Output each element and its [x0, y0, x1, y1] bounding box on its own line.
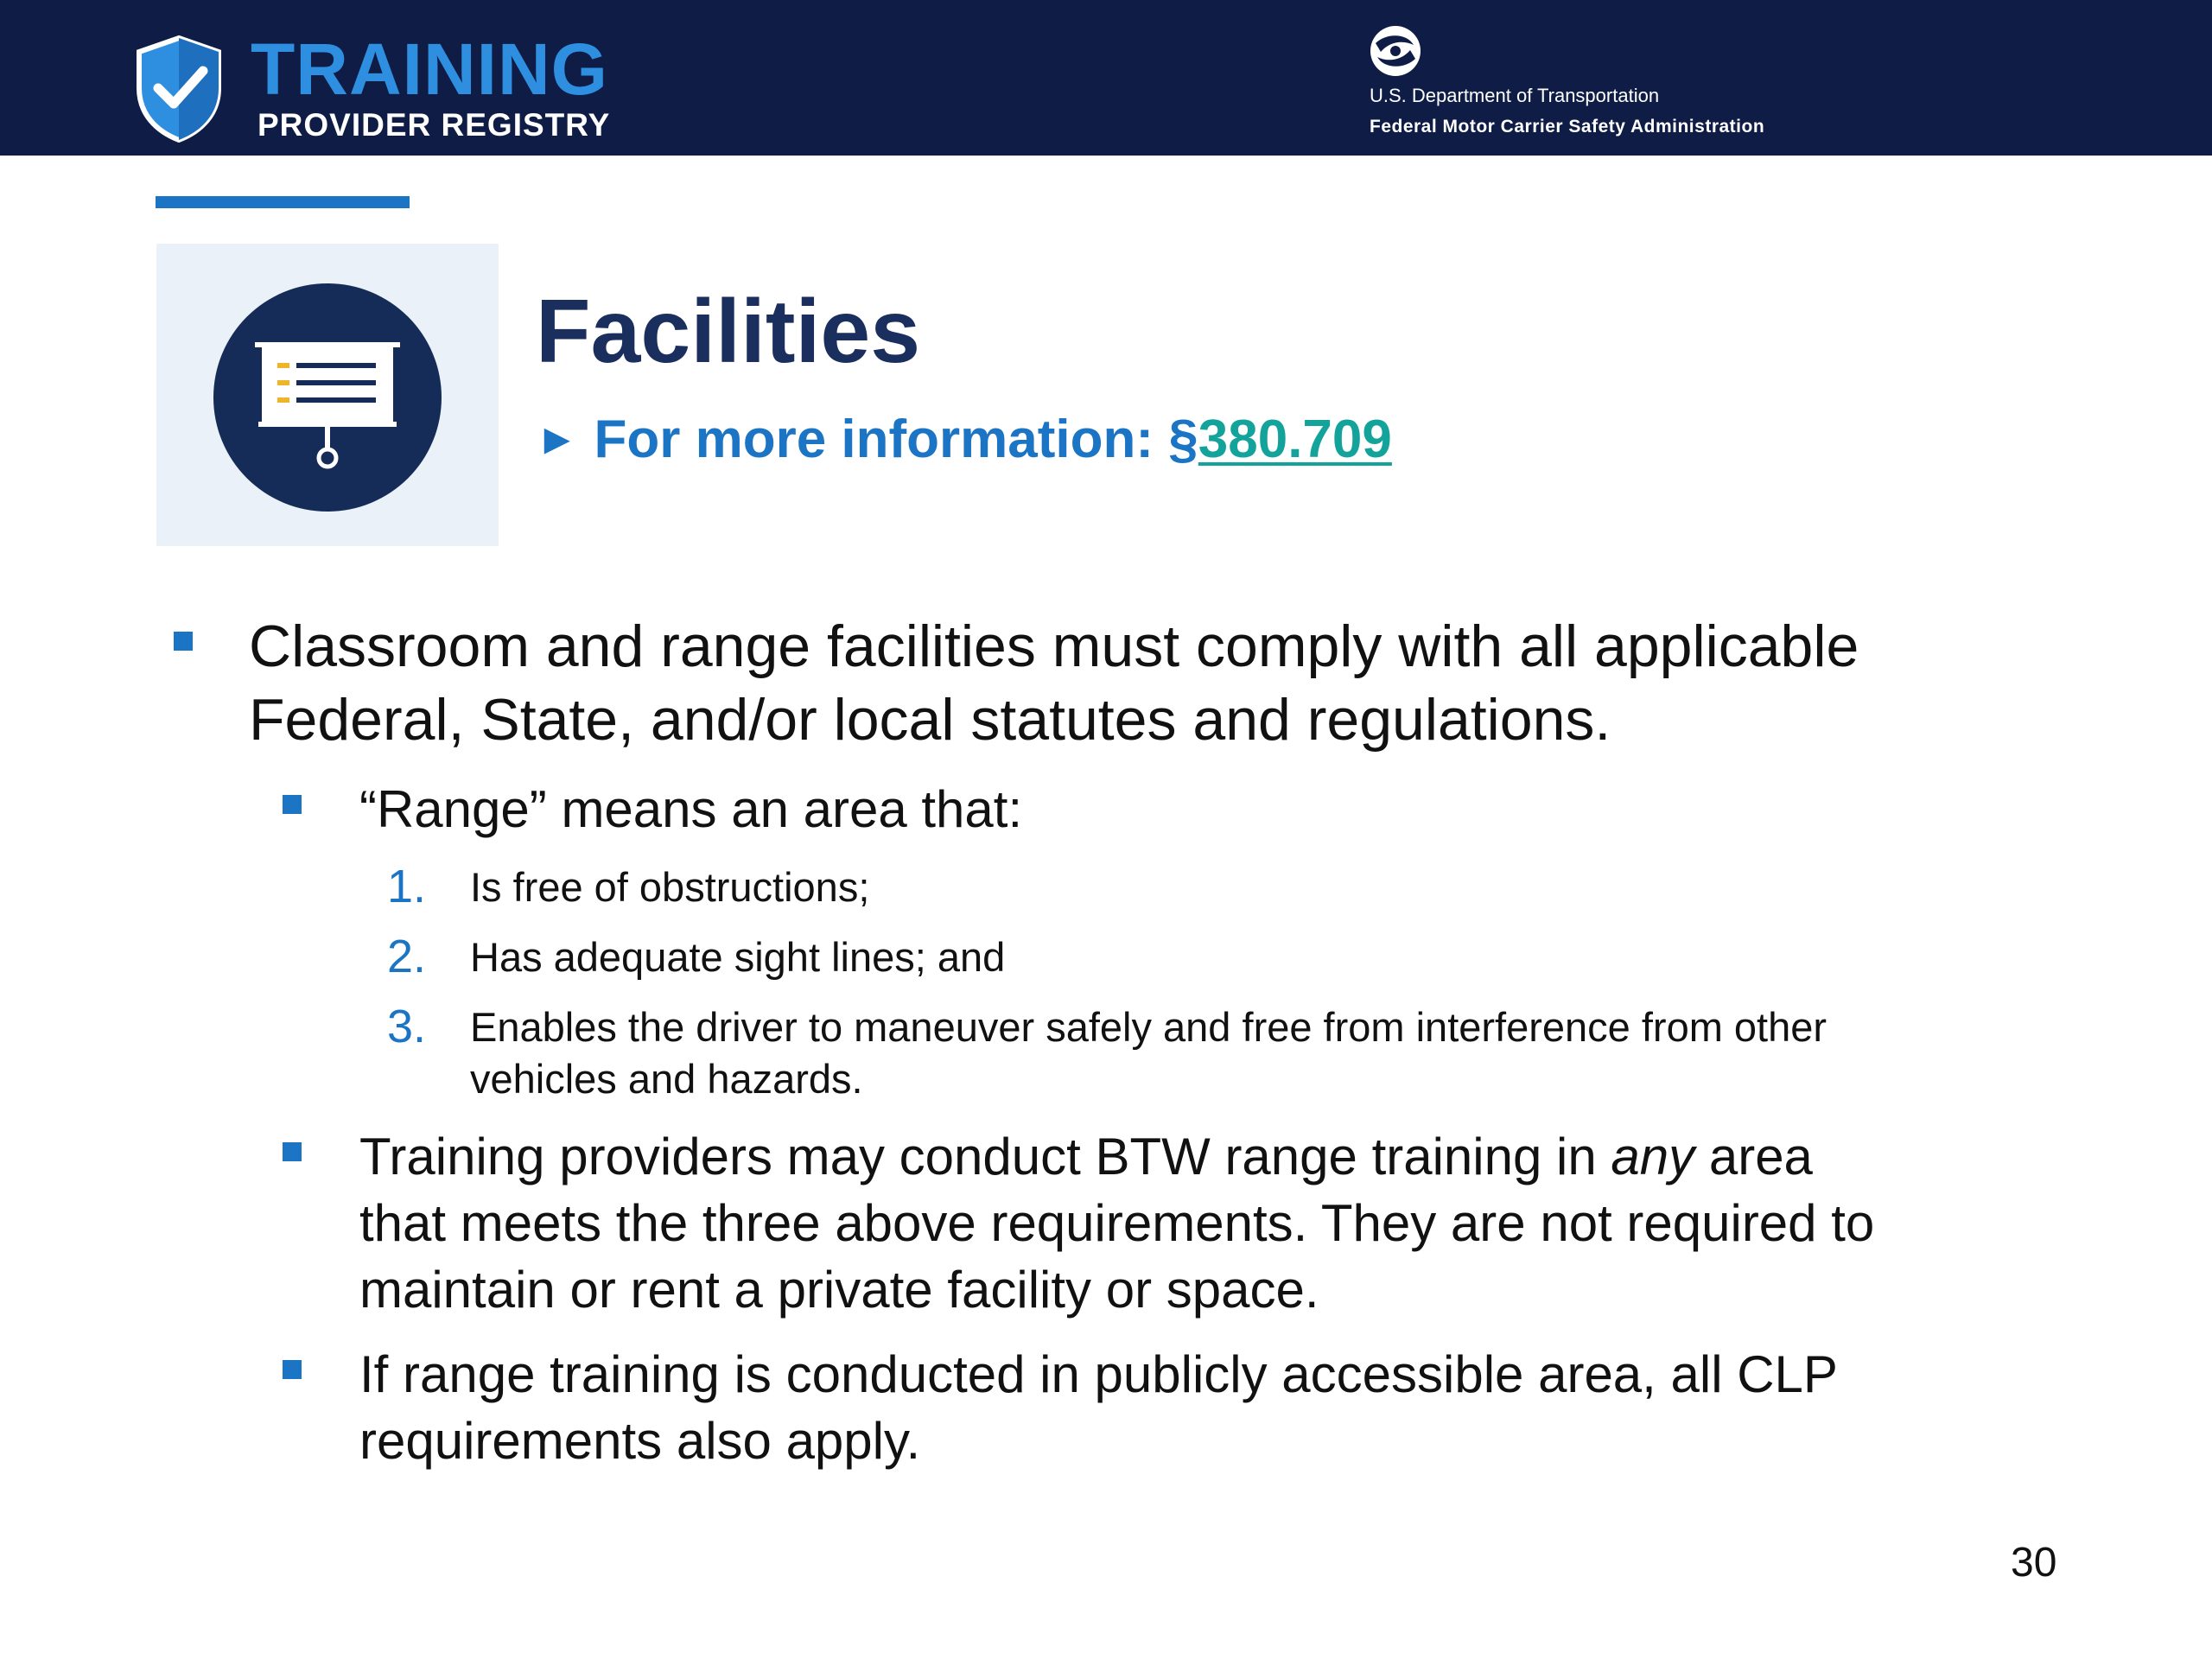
sub-bullet-btw-line2: that meets the three above requirements. They are not required to [359, 1194, 1875, 1252]
bullet-classroom-line2: Federal, State, and/or local statutes and regulations. [249, 687, 1611, 753]
dot-emblem-icon [1369, 24, 1422, 78]
play-arrow-icon: ► [536, 415, 579, 463]
sub-bullet-clp-line1: If range training is conducted in publicly accessible area, all CLP [359, 1345, 1838, 1403]
agency-administration: Federal Motor Carrier Safety Administration [1370, 117, 1765, 137]
sub-bullet-range-def: “Range” means an area that: [359, 780, 1023, 838]
sub-bullet-marker [283, 1360, 302, 1379]
list-number: 2. [387, 931, 427, 982]
logo-subtitle: PROVIDER REGISTRY [257, 107, 611, 143]
accent-bar [156, 196, 410, 208]
btw-text: area [1694, 1128, 1813, 1185]
bullet-marker [174, 632, 193, 651]
list-item-continuation: vehicles and hazards. [470, 1056, 863, 1102]
btw-text: Training providers may conduct BTW range training in [359, 1128, 1611, 1185]
list-item: Is free of obstructions; [470, 864, 870, 910]
list-number: 1. [387, 861, 427, 912]
sub-bullet-clp-line2: requirements also apply. [359, 1412, 921, 1470]
sub-bullet-marker [283, 1142, 302, 1161]
regulation-link[interactable]: 380.709 [1198, 410, 1392, 469]
list-number: 3. [387, 1001, 427, 1052]
page-number: 30 [2011, 1540, 2057, 1586]
btw-emphasis: any [1611, 1128, 1695, 1185]
sub-bullet-btw-line1 [359, 1123, 1813, 1190]
logo-title: TRAINING [251, 29, 608, 110]
list-item: Has adequate sight lines; and [470, 934, 1006, 980]
presentation-board-icon [213, 283, 442, 512]
sub-bullet-btw-line3: maintain or rent a private facility or space. [359, 1261, 1319, 1319]
page-title: Facilities [536, 282, 921, 382]
more-info-label: For more information: § [594, 410, 1198, 469]
more-info-line [536, 410, 1392, 469]
icon-tile [156, 244, 499, 546]
shield-check-icon [134, 35, 225, 143]
agency-department: U.S. Department of Transportation [1370, 85, 1660, 106]
header-band [0, 0, 2212, 156]
bullet-classroom-line1: Classroom and range facilities must comply with all applicable [249, 613, 1859, 679]
sub-bullet-marker [283, 795, 302, 814]
list-item: Enables the driver to maneuver safely and free from interference from other [470, 1004, 1827, 1050]
